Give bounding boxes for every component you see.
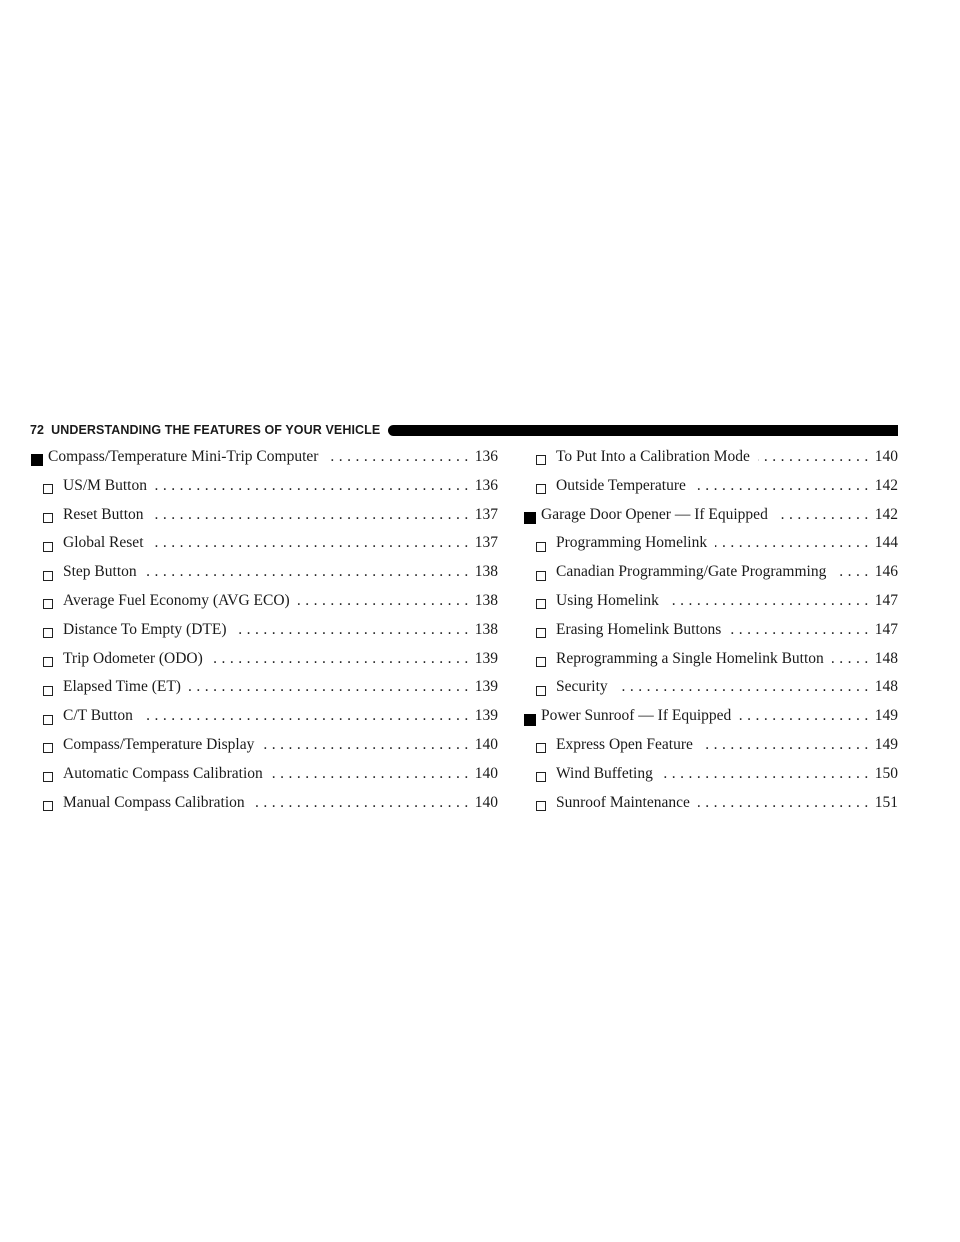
hollow-square-bullet-icon xyxy=(43,657,53,667)
toc-entry[interactable] xyxy=(30,506,498,535)
hollow-square-bullet-icon xyxy=(536,801,546,811)
hollow-square-bullet-icon xyxy=(43,542,53,552)
hollow-square-bullet-icon xyxy=(43,801,53,811)
dot-leader xyxy=(326,448,472,466)
toc-entry[interactable] xyxy=(523,563,898,592)
dot-leader xyxy=(715,534,873,552)
toc-entry-label: Reset Button xyxy=(63,505,144,523)
dot-leader xyxy=(729,621,872,639)
toc-entry-label: Global Reset xyxy=(63,534,144,552)
toc-entry-page: 139 xyxy=(474,649,498,667)
toc-entry[interactable] xyxy=(523,794,898,823)
toc-entry-page: 147 xyxy=(874,620,898,638)
toc-entry-page: 138 xyxy=(474,620,498,638)
hollow-square-bullet-icon xyxy=(536,571,546,581)
dot-leader xyxy=(832,650,873,668)
filled-square-bullet-icon xyxy=(31,454,43,466)
hollow-square-bullet-icon xyxy=(536,455,546,465)
dot-leader xyxy=(271,765,473,783)
toc-entry-page: 147 xyxy=(874,591,898,609)
toc-entry-label: Wind Buffeting xyxy=(556,764,653,782)
hollow-square-bullet-icon xyxy=(536,628,546,638)
dot-leader xyxy=(694,477,873,495)
toc-entry-label: Distance To Empty (DTE) xyxy=(63,620,227,638)
dot-leader xyxy=(152,506,473,524)
hollow-square-bullet-icon xyxy=(536,657,546,667)
toc-entry-label: C/T Button xyxy=(63,707,133,725)
toc-entry-label: Using Homelink xyxy=(556,591,659,609)
toc-entry-label: Garage Door Opener — If Equipped xyxy=(541,505,768,523)
toc-entry[interactable] xyxy=(30,534,498,563)
toc-entry[interactable] xyxy=(30,563,498,592)
toc-entry[interactable] xyxy=(30,678,498,707)
toc-entry-page: 136 xyxy=(474,448,498,465)
dot-leader xyxy=(661,765,873,783)
toc-entry-page: 140 xyxy=(474,764,498,782)
toc-entry-label: Average Fuel Economy (AVG ECO) xyxy=(63,591,290,609)
hollow-square-bullet-icon xyxy=(536,772,546,782)
toc-entry-label: Compass/Temperature Mini-Trip Computer xyxy=(48,448,319,465)
toc-entry[interactable] xyxy=(30,707,498,736)
toc-entry[interactable] xyxy=(523,707,898,736)
dot-leader xyxy=(298,592,473,610)
toc-entry[interactable] xyxy=(30,765,498,794)
dot-leader xyxy=(776,506,873,524)
toc-entry-page: 140 xyxy=(874,448,898,465)
hollow-square-bullet-icon xyxy=(43,571,53,581)
toc-entry-page: 149 xyxy=(874,735,898,753)
toc-entry[interactable] xyxy=(523,534,898,563)
toc-entry-label: Security xyxy=(556,678,608,696)
page-header xyxy=(30,420,898,440)
toc-entry-page: 137 xyxy=(474,505,498,523)
toc-entry[interactable] xyxy=(523,448,898,477)
toc-entry-label: Compass/Temperature Display xyxy=(63,735,255,753)
hollow-square-bullet-icon xyxy=(43,484,53,494)
dot-leader xyxy=(698,794,873,812)
toc-entry[interactable] xyxy=(523,650,898,679)
toc-entry-page: 139 xyxy=(474,678,498,696)
toc-entry-page: 137 xyxy=(474,534,498,552)
hollow-square-bullet-icon xyxy=(43,599,53,609)
toc-entry-label: Programming Homelink xyxy=(556,534,708,552)
dot-leader xyxy=(155,477,473,495)
toc-entry-label: Outside Temperature xyxy=(556,476,686,494)
hollow-square-bullet-icon xyxy=(43,743,53,753)
hollow-square-bullet-icon xyxy=(43,513,53,523)
toc-entry-label: Elapsed Time (ET) xyxy=(63,678,181,696)
toc-entry[interactable] xyxy=(523,592,898,621)
toc-entry-page: 151 xyxy=(874,793,898,811)
dot-leader xyxy=(739,707,872,725)
toc-entry-label: Trip Odometer (ODO) xyxy=(63,649,203,667)
toc-entry-page: 138 xyxy=(474,591,498,609)
hollow-square-bullet-icon xyxy=(536,484,546,494)
toc-entry-label: Step Button xyxy=(63,563,137,581)
toc-entry[interactable] xyxy=(523,506,898,535)
header-rule-bar xyxy=(388,425,898,436)
toc-entry-page: 140 xyxy=(474,793,498,811)
dot-leader xyxy=(141,707,473,725)
dot-leader xyxy=(667,592,873,610)
toc-entry-label: To Put Into a Calibration Mode xyxy=(556,448,750,465)
toc-entry-label: Express Open Feature xyxy=(556,735,693,753)
toc-entry-page: 142 xyxy=(874,476,898,494)
toc-entry[interactable] xyxy=(30,448,498,477)
dot-leader xyxy=(211,650,473,668)
dot-leader xyxy=(701,736,873,754)
hollow-square-bullet-icon xyxy=(43,628,53,638)
toc-entry[interactable] xyxy=(30,592,498,621)
toc-entry[interactable] xyxy=(523,736,898,765)
toc-entry-label: Power Sunroof — If Equipped xyxy=(541,707,732,725)
page-number: 72 xyxy=(30,423,45,437)
toc-entry-page: 146 xyxy=(874,563,898,581)
toc-entry-label: Erasing Homelink Buttons xyxy=(556,620,722,638)
filled-square-bullet-icon xyxy=(524,512,536,524)
toc-entry-page: 142 xyxy=(874,505,898,523)
toc-entry[interactable] xyxy=(523,765,898,794)
dot-leader xyxy=(152,534,473,552)
hollow-square-bullet-icon xyxy=(43,715,53,725)
toc-entry-page: 144 xyxy=(874,534,898,552)
toc-entry-page: 149 xyxy=(874,707,898,725)
toc-entry-page: 150 xyxy=(874,764,898,782)
hollow-square-bullet-icon xyxy=(536,743,546,753)
toc-entry[interactable] xyxy=(523,621,898,650)
filled-square-bullet-icon xyxy=(524,714,536,726)
toc-entry[interactable] xyxy=(30,794,498,823)
toc-entry-label: Automatic Compass Calibration xyxy=(63,764,263,782)
toc-entry-label: Manual Compass Calibration xyxy=(63,793,245,811)
toc-entry-page: 139 xyxy=(474,707,498,725)
toc-entry-label: Sunroof Maintenance xyxy=(556,793,690,811)
dot-leader xyxy=(189,678,473,696)
toc-entry-page: 136 xyxy=(474,476,498,494)
toc-entry-page: 148 xyxy=(874,649,898,667)
hollow-square-bullet-icon xyxy=(536,599,546,609)
toc-entry-label: Reprogramming a Single Homelink Button xyxy=(556,649,824,667)
dot-leader xyxy=(253,794,473,812)
toc-entry-page: 148 xyxy=(874,678,898,696)
toc-entry[interactable] xyxy=(30,621,498,650)
toc-right-column xyxy=(523,448,898,822)
toc-entry-label: Canadian Programming/Gate Programming xyxy=(556,563,827,581)
section-title: UNDERSTANDING THE FEATURES OF YOUR VEHICLE xyxy=(51,423,381,437)
hollow-square-bullet-icon xyxy=(536,686,546,696)
hollow-square-bullet-icon xyxy=(43,772,53,782)
toc-entry[interactable] xyxy=(30,477,498,506)
toc-entry[interactable] xyxy=(30,736,498,765)
hollow-square-bullet-icon xyxy=(536,542,546,552)
dot-leader xyxy=(758,448,873,466)
dot-leader xyxy=(616,678,873,696)
dot-leader xyxy=(262,736,472,754)
dot-leader xyxy=(235,621,473,639)
hollow-square-bullet-icon xyxy=(43,686,53,696)
toc-entry-label: US/M Button xyxy=(63,476,147,494)
toc-entry[interactable] xyxy=(30,650,498,679)
toc-entry[interactable] xyxy=(523,678,898,707)
toc-entry-page: 138 xyxy=(474,563,498,581)
dot-leader xyxy=(145,563,473,581)
toc-left-column xyxy=(30,448,498,822)
toc-entry-page: 140 xyxy=(474,735,498,753)
toc-entry[interactable] xyxy=(523,477,898,506)
dot-leader xyxy=(834,563,872,581)
